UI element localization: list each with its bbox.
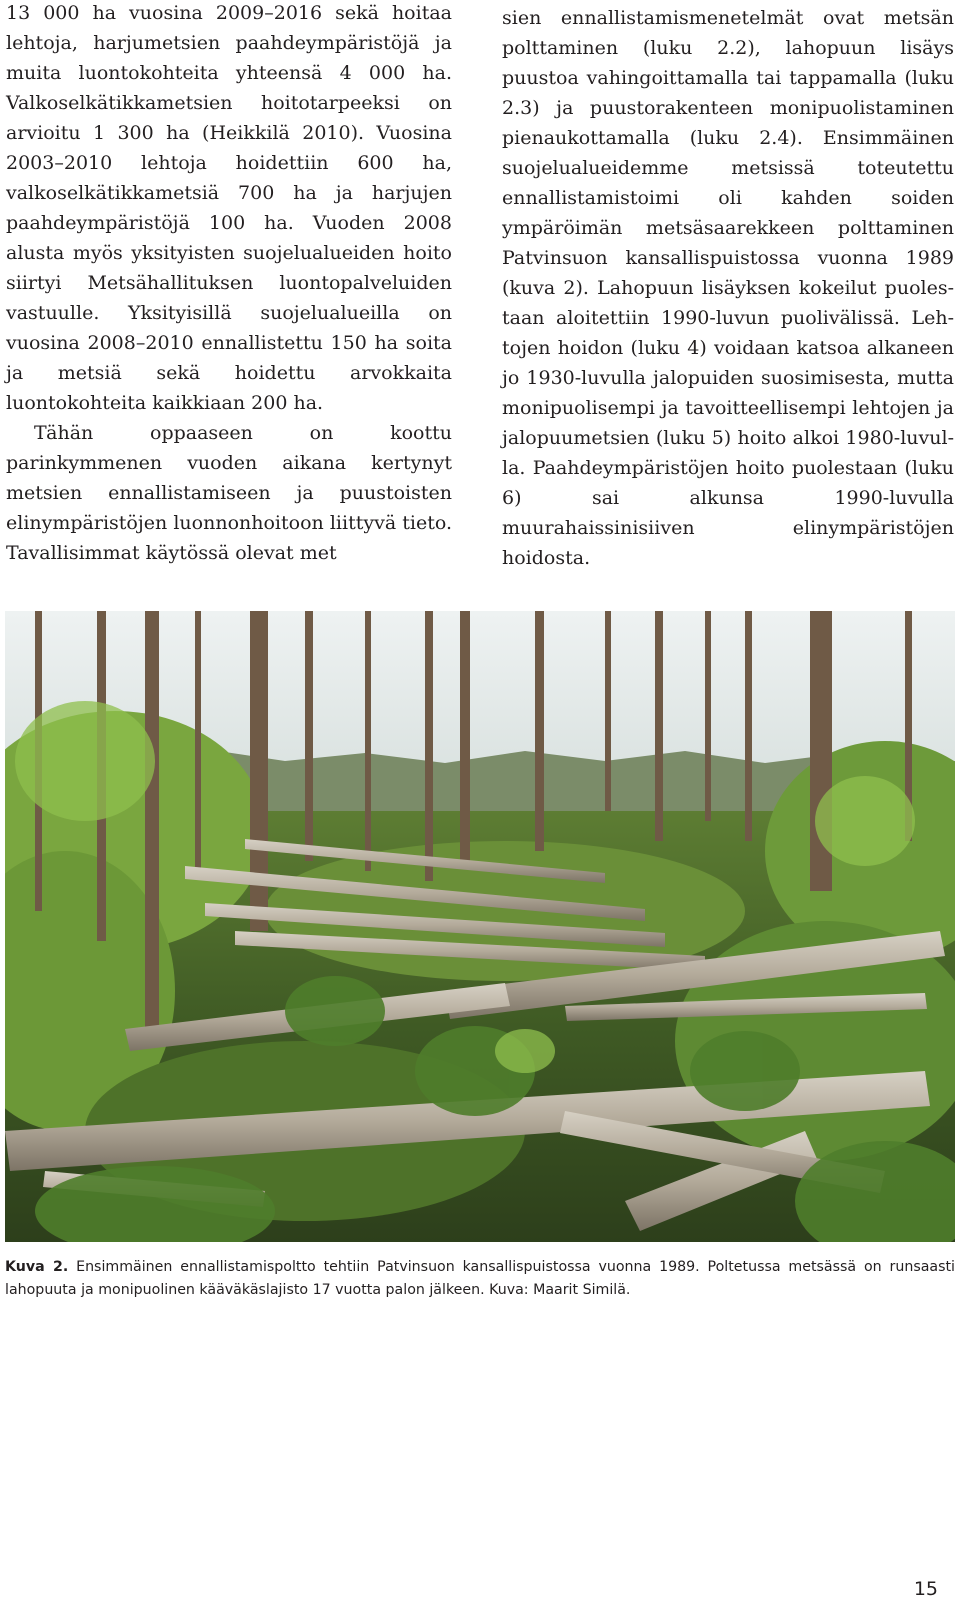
left-paragraph-2: Tähän oppaaseen on koottu parinkymmenen vuoden aikana kertynyt metsien ennallistamiseen ja puustoisten elinympäristöjen luonnonhoitoon liittyvä tieto. Tavallisimmat käytössä olevat met xyxy=(6,422,452,564)
right-text-column xyxy=(502,3,954,573)
left-text-column xyxy=(6,0,452,568)
forest-photo xyxy=(5,611,955,1242)
figure-label: Kuva 2. xyxy=(5,1259,69,1275)
figure-caption-text: Ensimmäinen ennallistamispoltto tehtiin Patvinsuon kansallispuistossa vuonna 1989. Poltetussa metsässä on runsaasti lahopuuta ja monipuolinen kääväkäslajisto 17 vuotta palon jälkeen. Kuva: Maarit Similä. xyxy=(5,1259,955,1298)
right-paragraph-1: sien ennallistamismenetelmät ovat metsän polttaminen (luku 2.2), lahopuun lisäys puustoa vahingoittamalla tai tappamalla (luku 2.3) ja puustorakenteen monipuolistaminen pienaukottamalla (luku 2.4). Ensimmäinen suojelualueidemme metsissä toteutettu ennallistamistoimi oli kahden soiden ympäröimän metsäsaarekkeen polttaminen Patvinsuon kansallispuistossa vuonna 1989 (kuva 2). Lahopuun lisäyksen kokeilut puolestaan aloitettiin 1990-luvun puolivälissä. Lehtojen hoidon (luku 4) voidaan katsoa alkaneen jo 1930-luvulla jalopuiden suosimisesta, mutta monipuolisempi ja tavoitteellisempi lehtojen ja jalopuumetsien (luku 5) hoito alkoi 1980-luvulla. Paahdeympäristöjen hoito puolestaan (luku 6) sai alkunsa 1990-luvulla muurahaissinisiiven elinympäristöjen hoidosta. xyxy=(502,7,954,569)
burned-forest-illustration xyxy=(5,611,955,1242)
page-number: 15 xyxy=(913,1578,938,1600)
left-paragraph-1: 13 000 ha vuosina 2009–2016 sekä hoitaa lehtoja, harjumetsien paahdeympäristöjä ja muita luontokohteita yhteensä 4 000 ha. Valkoselkätikkametsien hoitotarpeeksi on arvioitu 1 300 ha (Heikkilä 2010). Vuosina 2003–2010 lehtoja hoidettiin 600 ha, valkoselkätikkametsiä 700 ha ja harjujen paahdeympäristöjä 100 ha. Vuoden 2008 alusta myös yksityisten suojelualueiden hoito siirtyi Metsähallituksen luontopalveluiden vastuulle. Yksityisillä suojelualueilla on vuosina 2008–2010 ennallistettu 150 ha soita ja metsiä sekä hoidettu arvokkaita luontokohteita kaikkiaan 200 ha. xyxy=(6,2,452,414)
figure-caption xyxy=(5,1256,955,1302)
